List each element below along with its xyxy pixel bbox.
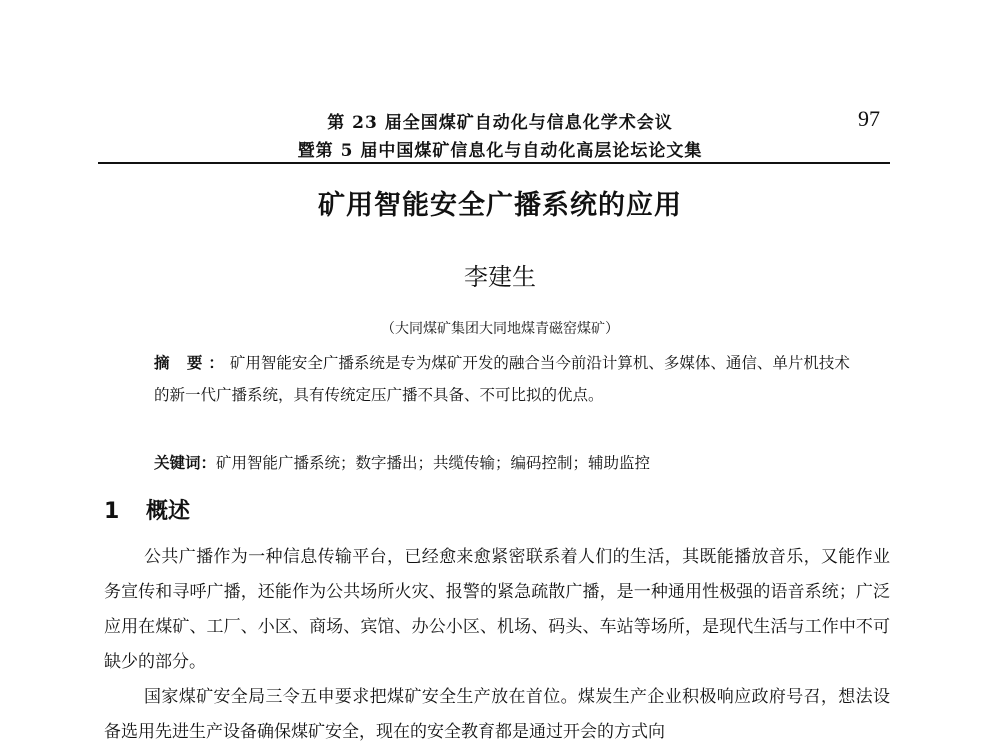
section-heading (104, 494, 190, 525)
author-name: 李建生 (464, 263, 536, 291)
paper-title: 矿用智能安全广播系统的应用 (318, 190, 682, 221)
body-paragraph: 公共广播作为一种信息传输平台，已经愈来愈紧密联系着人们的生活，其既能播放音乐，又能作业务宣传和寻呼广播，还能作为公共场所火灾、报警的紧急疏散广播，是一种通用性极强的语音系统；广泛应用在煤矿、工厂、小区、商场、宾馆、办公小区、机场、码头、车站等场所，是现代生活与工作中不可缺少的部分。 (104, 547, 890, 672)
abstract-label: 摘 要： (154, 354, 230, 372)
keywords-text: 矿用智能广播系统；数字播出；共缆传输；编码控制；辅助监控 (216, 454, 651, 472)
section-number: 1 (104, 499, 120, 524)
abstract (154, 347, 854, 411)
keywords (154, 450, 854, 476)
body-paragraph: 国家煤矿安全局三令五申要求把煤矿安全生产放在首位。煤炭生产企业积极响应政府号召，想法设备选用先进生产设备确保煤矿安全，现在的安全教育都是通过开会的方式向 (104, 687, 890, 742)
section-title: 概述 (146, 499, 191, 524)
running-header-line1: 第 23 届全国煤矿自动化与信息化学术会议 (327, 113, 673, 133)
header-divider (98, 162, 890, 164)
keywords-label: 关键词： (154, 454, 217, 472)
running-header-line2: 暨第 5 届中国煤矿信息化与自动化高层论坛论文集 (297, 141, 703, 161)
page-number: 97 (858, 106, 880, 131)
abstract-text: 矿用智能安全广播系统是专为煤矿开发的融合当今前沿计算机、多媒体、通信、单片机技术的新一代广播系统，具有传统定压广播不具备、不可比拟的优点。 (154, 354, 850, 404)
author-affiliation: （大同煤矿集团大同地煤青磁窑煤矿） (381, 321, 619, 337)
